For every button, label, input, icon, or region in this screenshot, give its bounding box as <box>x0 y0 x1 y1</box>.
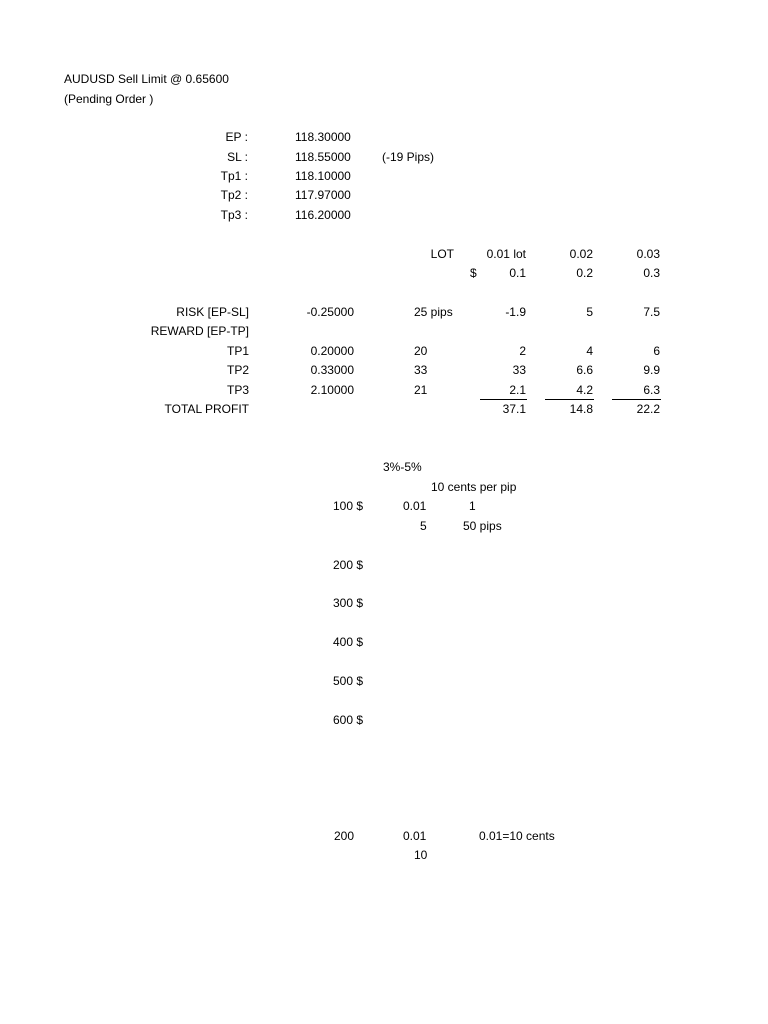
row-tp1-val-3: 6 <box>653 344 660 358</box>
amount-200: 200 $ <box>332 558 363 572</box>
row-risk-val-1: -1.9 <box>505 305 526 319</box>
row-tp1-val-1: 2 <box>519 344 526 358</box>
level-label-sl: SL : <box>227 150 248 164</box>
row-pips-risk: 25 pips <box>414 305 453 319</box>
amount-100-val: 1 <box>469 499 476 513</box>
total-profit-1: 37.1 <box>502 402 526 416</box>
amount-600: 600 $ <box>332 713 363 727</box>
bottom-ten: 10 <box>414 848 428 862</box>
sum-line-2 <box>545 399 594 400</box>
row-tp3-val-1: 2.1 <box>509 383 526 397</box>
row-pips-tp1: 20 <box>414 344 428 358</box>
amount-300: 300 $ <box>332 596 363 610</box>
level-label-ep: EP : <box>225 130 248 144</box>
dollar-value-1: 0.1 <box>509 266 526 280</box>
row-tp1-val-2: 4 <box>586 344 593 358</box>
cents-per-pip-note: 10 cents per pip <box>431 480 517 494</box>
level-label-tp1: Tp1 : <box>220 169 248 183</box>
sum-line-1 <box>480 399 527 400</box>
row-tp3-val-2: 4.2 <box>576 383 593 397</box>
row-label-tp1: TP1 <box>226 344 249 358</box>
lot-header-3: 0.03 <box>636 247 660 261</box>
amount-100-lot: 0.01 <box>403 499 427 513</box>
percent-note: 3%-5% <box>383 460 422 474</box>
total-profit-label: TOTAL PROFIT <box>164 402 249 416</box>
level-value-tp3: 116.20000 <box>295 208 351 222</box>
row-diff-tp3: 2.10000 <box>310 383 354 397</box>
amount-400: 400 $ <box>332 635 363 649</box>
lot-label: LOT <box>430 247 454 261</box>
row-tp2-val-1: 33 <box>512 363 526 377</box>
page-subtitle: (Pending Order ) <box>64 92 154 106</box>
row-tp3-val-3: 6.3 <box>643 383 660 397</box>
row-label-risk: RISK [EP-SL] <box>176 305 249 319</box>
level-label-tp2: Tp2 : <box>220 188 248 202</box>
row-risk-val-2: 5 <box>586 305 593 319</box>
row-label-reward: REWARD [EP-TP] <box>150 324 249 338</box>
total-profit-3: 22.2 <box>636 402 660 416</box>
level-value-ep: 118.30000 <box>295 130 351 144</box>
total-profit-2: 14.8 <box>569 402 593 416</box>
dollar-label: $ <box>470 266 477 280</box>
level-value-tp2: 117.97000 <box>295 188 351 202</box>
row-risk-val-3: 7.5 <box>643 305 660 319</box>
row-tp2-val-3: 9.9 <box>643 363 660 377</box>
row-label-tp2: TP2 <box>226 363 249 377</box>
dollar-value-3: 0.3 <box>643 266 660 280</box>
pips-50: 50 pips <box>463 519 502 533</box>
lot-header-1: 0.01 lot <box>486 247 526 261</box>
row-diff-tp2: 0.33000 <box>310 363 354 377</box>
row-diff-risk: -0.25000 <box>306 305 354 319</box>
level-value-tp1: 118.10000 <box>295 169 351 183</box>
bottom-lot: 0.01 <box>403 829 427 843</box>
row-label-tp3: TP3 <box>226 383 249 397</box>
row-diff-tp1: 0.20000 <box>310 344 354 358</box>
row-pips-tp2: 33 <box>414 363 428 377</box>
level-note-sl: (-19 Pips) <box>382 150 435 164</box>
page-title: AUDUSD Sell Limit @ 0.65600 <box>64 72 229 86</box>
lot-header-2: 0.02 <box>569 247 593 261</box>
row-pips-tp3: 21 <box>414 383 428 397</box>
amount-100: 100 $ <box>332 499 363 513</box>
dollar-value-2: 0.2 <box>576 266 593 280</box>
bottom-equation: 0.01=10 cents <box>479 829 555 843</box>
level-label-tp3: Tp3 : <box>220 208 248 222</box>
amount-500: 500 $ <box>332 674 363 688</box>
row-tp2-val-2: 6.6 <box>576 363 593 377</box>
bottom-amount: 200 <box>334 829 355 843</box>
lot-5: 5 <box>420 519 427 533</box>
sum-line-3 <box>612 399 661 400</box>
level-value-sl: 118.55000 <box>295 150 351 164</box>
